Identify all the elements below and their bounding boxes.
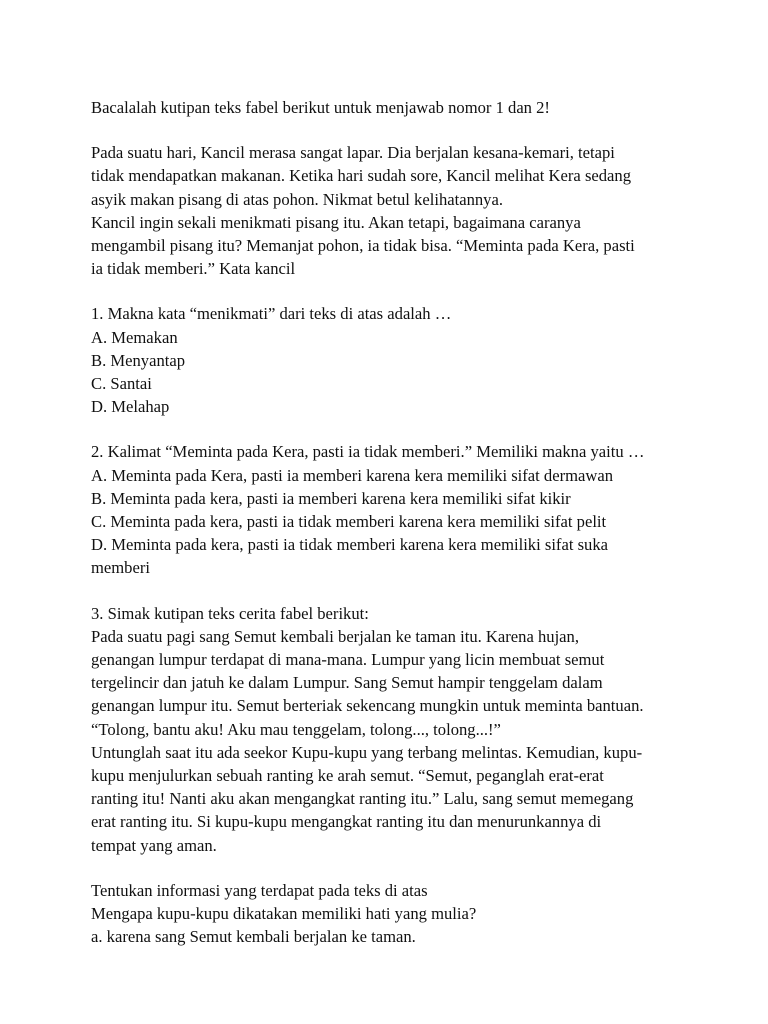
answer-option: A. Meminta pada Kera, pasti ia memberi karena kera memiliki sifat dermawan	[91, 465, 614, 485]
answer-option: A. Memakan	[91, 327, 178, 347]
question-3-task	[91, 879, 691, 949]
answer-option: B. Menyantap	[91, 350, 186, 370]
passage-kancil	[91, 141, 691, 280]
passage-line: erat ranting itu. Si kupu-kupu mengangkat ranting itu dan menurunkannya di	[91, 812, 602, 832]
question-2	[91, 440, 691, 579]
answer-option: a. karena sang Semut kembali berjalan ke taman.	[91, 927, 416, 947]
paragraph-gap	[91, 418, 691, 440]
paragraph-gap	[91, 119, 691, 141]
answer-option: B. Meminta pada kera, pasti ia memberi karena kera memiliki sifat kikir	[91, 488, 571, 508]
passage-line: mengambil pisang itu? Memanjat pohon, ia tidak bisa. “Meminta pada Kera, pasti	[91, 236, 635, 256]
question-text: 2. Kalimat “Meminta pada Kera, pasti ia tidak memberi.” Memiliki makna yaitu …	[91, 442, 645, 462]
passage-line: Untunglah saat itu ada seekor Kupu-kupu yang terbang melintas. Kemudian, kupu-	[91, 742, 643, 762]
task-text: Tentukan informasi yang terdapat pada teks di atas	[91, 880, 428, 900]
passage-line: genangan lumpur terdapat di mana-mana. Lumpur yang licin membuat semut	[91, 650, 605, 670]
paragraph-gap	[91, 857, 691, 879]
paragraph-gap	[91, 580, 691, 602]
passage-line: Kancil ingin sekali menikmati pisang itu. Akan tetapi, bagaimana caranya	[91, 212, 581, 232]
answer-option: D. Melahap	[91, 397, 170, 417]
answer-option: D. Meminta pada kera, pasti ia tidak memberi karena kera memiliki sifat suka	[91, 535, 608, 555]
answer-option: C. Meminta pada kera, pasti ia tidak memberi karena kera memiliki sifat pelit	[91, 512, 607, 532]
passage-line: “Tolong, bantu aku! Aku mau tenggelam, tolong..., tolong...!”	[91, 719, 501, 739]
document-content	[91, 96, 691, 949]
answer-option: C. Santai	[91, 374, 152, 394]
passage-line: genangan lumpur itu. Semut berteriak sekencang mungkin untuk meminta bantuan.	[91, 696, 644, 716]
passage-line: Pada suatu hari, Kancil merasa sangat lapar. Dia berjalan kesana-kemari, tetapi	[91, 143, 615, 163]
passage-line: kupu menjulurkan sebuah ranting ke arah semut. “Semut, peganglah erat-erat	[91, 766, 604, 786]
passage-line: tergelincir dan jatuh ke dalam Lumpur. Sang Semut hampir tenggelam dalam	[91, 673, 603, 693]
paragraph-gap	[91, 280, 691, 302]
question-text: 1. Makna kata “menikmati” dari teks di atas adalah …	[91, 304, 452, 324]
passage-line: tidak mendapatkan makanan. Ketika hari sudah sore, Kancil melihat Kera sedang	[91, 166, 632, 186]
question-3	[91, 602, 691, 857]
question-text: Mengapa kupu-kupu dikatakan memiliki hati yang mulia?	[91, 904, 477, 924]
answer-option-continuation: memberi	[91, 558, 150, 578]
passage-line: tempat yang aman.	[91, 835, 217, 855]
passage-line: Pada suatu pagi sang Semut kembali berjalan ke taman itu. Karena hujan,	[91, 626, 579, 646]
passage-line: ranting itu! Nanti aku akan mengangkat ranting itu.” Lalu, sang semut memegang	[91, 789, 634, 809]
instruction-text: Bacalalah kutipan teks fabel berikut untuk menjawab nomor 1 dan 2!	[91, 98, 550, 117]
passage-line: asyik makan pisang di atas pohon. Nikmat betul kelihatannya.	[91, 189, 503, 209]
question-1	[91, 302, 691, 418]
question-intro: 3. Simak kutipan teks cerita fabel berikut:	[91, 603, 369, 623]
passage-line: ia tidak memberi.” Kata kancil	[91, 259, 296, 279]
